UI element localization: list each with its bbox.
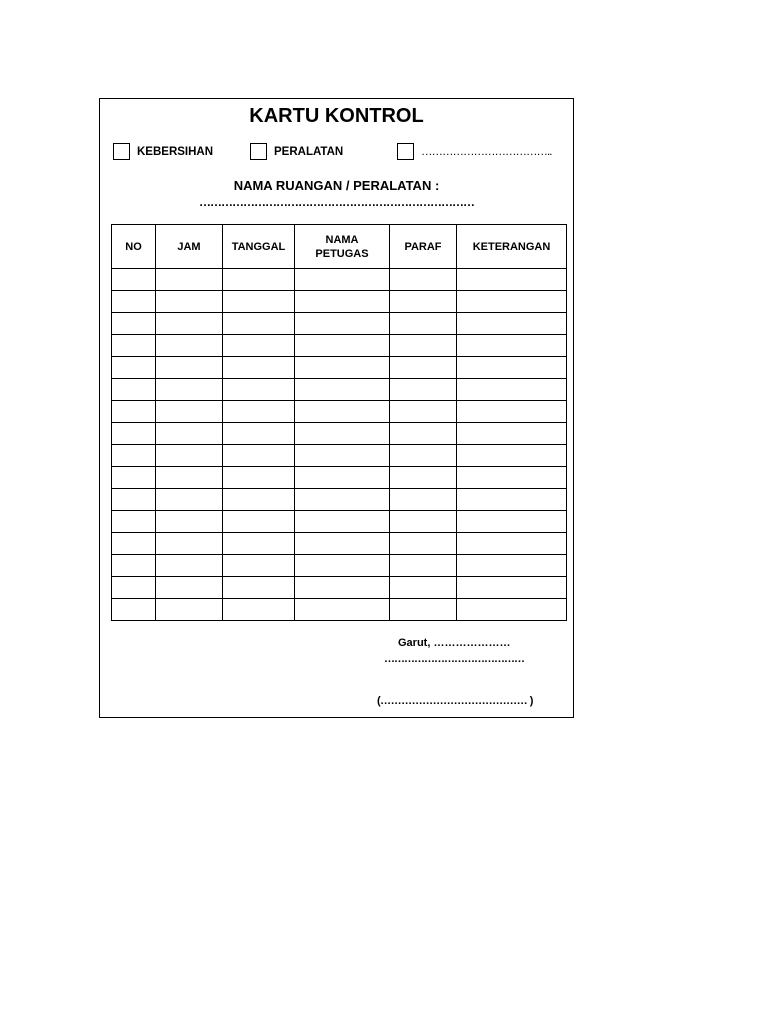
table-cell[interactable] (223, 467, 295, 489)
table-cell[interactable] (457, 467, 567, 489)
table-cell[interactable] (457, 423, 567, 445)
table-cell[interactable] (223, 423, 295, 445)
table-cell[interactable] (457, 577, 567, 599)
table-cell[interactable] (390, 335, 457, 357)
table-row (112, 445, 567, 467)
table-row (112, 511, 567, 533)
table-cell[interactable] (457, 313, 567, 335)
table-cell[interactable] (390, 555, 457, 577)
table-cell[interactable] (223, 445, 295, 467)
table-cell[interactable] (295, 489, 390, 511)
table-cell[interactable] (295, 357, 390, 379)
table-cell[interactable] (223, 313, 295, 335)
table-cell[interactable] (112, 423, 156, 445)
option-label: ……………………………….. (421, 145, 552, 158)
table-cell[interactable] (223, 291, 295, 313)
checkbox[interactable] (250, 143, 267, 160)
table-cell[interactable] (390, 511, 457, 533)
table-cell[interactable] (112, 489, 156, 511)
table-cell[interactable] (295, 423, 390, 445)
checkbox[interactable] (397, 143, 414, 160)
table-cell[interactable] (295, 467, 390, 489)
table-cell[interactable] (112, 357, 156, 379)
table-cell[interactable] (223, 269, 295, 291)
table-row (112, 489, 567, 511)
table-cell[interactable] (295, 555, 390, 577)
table-cell[interactable] (112, 599, 156, 621)
table-cell[interactable] (390, 379, 457, 401)
table-cell[interactable] (223, 511, 295, 533)
table-cell[interactable] (223, 599, 295, 621)
table-cell[interactable] (390, 423, 457, 445)
table-cell[interactable] (156, 335, 223, 357)
header-no: NO (112, 225, 156, 269)
table-row (112, 313, 567, 335)
table-cell[interactable] (156, 489, 223, 511)
table-cell[interactable] (156, 401, 223, 423)
table-cell[interactable] (457, 445, 567, 467)
table-cell[interactable] (390, 467, 457, 489)
table-cell[interactable] (390, 313, 457, 335)
table-cell[interactable] (295, 401, 390, 423)
table-cell[interactable] (457, 379, 567, 401)
header-tanggal: TANGGAL (223, 225, 295, 269)
table-cell[interactable] (295, 335, 390, 357)
table-cell[interactable] (390, 445, 457, 467)
room-label: NAMA RUANGAN / PERALATAN : (233, 178, 440, 193)
table-cell[interactable] (295, 379, 390, 401)
table-cell[interactable] (156, 357, 223, 379)
table-row (112, 533, 567, 555)
table-cell[interactable] (156, 379, 223, 401)
option-other[interactable] (397, 143, 551, 160)
table-cell[interactable] (223, 401, 295, 423)
table-cell[interactable] (156, 511, 223, 533)
table-cell[interactable] (390, 269, 457, 291)
checkbox[interactable] (113, 143, 130, 160)
table-cell[interactable] (295, 577, 390, 599)
table-row (112, 599, 567, 621)
table-body (112, 269, 567, 621)
header-keterangan: KETERANGAN (457, 225, 567, 269)
table-row (112, 423, 567, 445)
table-cell[interactable] (223, 379, 295, 401)
table-cell[interactable] (457, 599, 567, 621)
table-cell[interactable] (112, 445, 156, 467)
table-cell[interactable] (390, 291, 457, 313)
signature-place: Garut, ………………… (398, 637, 511, 649)
table-row (112, 379, 567, 401)
table-cell[interactable] (457, 291, 567, 313)
control-card (99, 98, 574, 718)
header-paraf: PARAF (390, 225, 457, 269)
table-cell[interactable] (156, 599, 223, 621)
signature-name: (…………………………………… ) (377, 695, 533, 707)
table-cell[interactable] (223, 357, 295, 379)
table-cell[interactable] (390, 357, 457, 379)
table-row (112, 269, 567, 291)
table-cell[interactable] (112, 467, 156, 489)
table-cell[interactable] (457, 269, 567, 291)
header-jam: JAM (156, 225, 223, 269)
option-kebersihan[interactable] (113, 143, 213, 160)
table-cell[interactable] (156, 467, 223, 489)
table-cell[interactable] (457, 489, 567, 511)
table-cell[interactable] (156, 423, 223, 445)
table-cell[interactable] (156, 577, 223, 599)
table-cell[interactable] (156, 445, 223, 467)
table-cell[interactable] (223, 533, 295, 555)
signature-dots: …………………………………… (384, 653, 524, 665)
table-row (112, 335, 567, 357)
table-cell[interactable] (390, 577, 457, 599)
table-cell[interactable] (457, 335, 567, 357)
table-cell[interactable] (112, 335, 156, 357)
table-cell[interactable] (112, 291, 156, 313)
table-cell[interactable] (390, 401, 457, 423)
table-cell[interactable] (112, 313, 156, 335)
table-cell[interactable] (295, 511, 390, 533)
table-cell[interactable] (112, 555, 156, 577)
table-cell[interactable] (112, 577, 156, 599)
table-cell[interactable] (223, 555, 295, 577)
table-row (112, 357, 567, 379)
table-cell[interactable] (295, 269, 390, 291)
control-table (111, 224, 567, 621)
table-cell[interactable] (295, 599, 390, 621)
table-cell[interactable] (295, 445, 390, 467)
table-row (112, 291, 567, 313)
option-label: PERALATAN (274, 145, 344, 158)
table-cell[interactable] (295, 291, 390, 313)
table-cell[interactable] (390, 533, 457, 555)
header-nama-petugas: NAMA PETUGAS (295, 225, 390, 269)
table-cell[interactable] (457, 511, 567, 533)
table-row (112, 401, 567, 423)
table-cell[interactable] (390, 599, 457, 621)
table-cell[interactable] (295, 533, 390, 555)
card-title: KARTU KONTROL (249, 105, 424, 127)
table-header-row (112, 225, 567, 269)
table-cell[interactable] (156, 313, 223, 335)
table-cell[interactable] (156, 291, 223, 313)
table-cell[interactable] (223, 577, 295, 599)
table-cell[interactable] (112, 511, 156, 533)
table-cell[interactable] (112, 379, 156, 401)
table-row (112, 577, 567, 599)
option-peralatan[interactable] (250, 143, 343, 160)
table-cell[interactable] (223, 489, 295, 511)
table-cell[interactable] (223, 335, 295, 357)
table-cell[interactable] (156, 533, 223, 555)
table-cell[interactable] (457, 555, 567, 577)
table-cell[interactable] (156, 269, 223, 291)
room-value: ………………………………………………………………… (199, 195, 474, 209)
table-cell[interactable] (112, 401, 156, 423)
option-label: KEBERSIHAN (137, 145, 214, 158)
table-cell[interactable] (295, 313, 390, 335)
table-row (112, 555, 567, 577)
table-row (112, 467, 567, 489)
table-cell[interactable] (112, 269, 156, 291)
table-cell[interactable] (156, 555, 223, 577)
table-cell[interactable] (112, 533, 156, 555)
table-cell[interactable] (457, 533, 567, 555)
table-cell[interactable] (457, 357, 567, 379)
table-cell[interactable] (390, 489, 457, 511)
table-cell[interactable] (457, 401, 567, 423)
